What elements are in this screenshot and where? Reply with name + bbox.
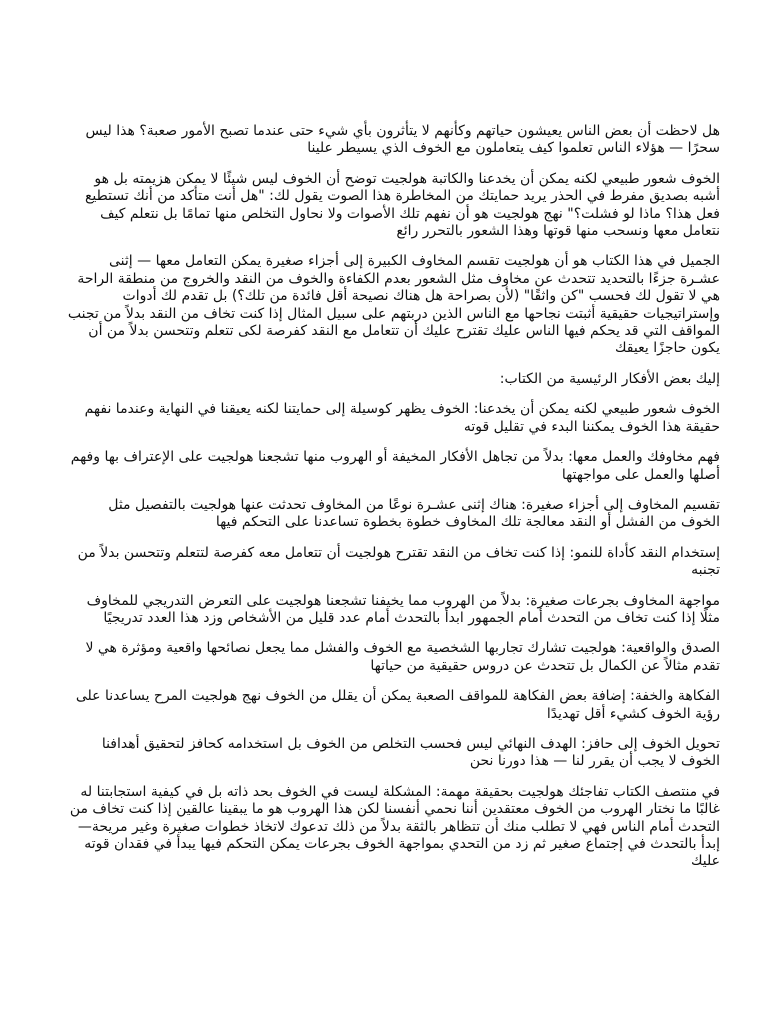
key-ideas-heading: إليك بعض الأفكار الرئيسية من الكتاب: bbox=[499, 370, 720, 387]
closing-paragraph: في منتصف الكتاب تفاجئك هولجيت بحقيقة مهمة: المشكلة ليست في الخوف بحد ذاته بل في كيفية استجابتنا له غالبًا ما نختار الهروب من الخوف معتقدين أننا نحمي أنفسنا لكن هذا الهروب هو ما يبقينا عالقين إذا كنت تخاف من التحدث أمام الناس فهي لا تطلب منك أن تتظاهر بالثقة بدلاً من ذلك تدعوك لاتخاذ خطوات صغيرة وغير مريحة—إبدأ بالتحدث في إجتماع صغير ثم زد من التحدي بمواجهة الخوف بجرعات يمكن التحكم فيها يبدأ في فقدان قوته عليك bbox=[69, 783, 720, 870]
book-approach-paragraph: الجميل في هذا الكتاب هو أن هولجيت تقسم المخاوف الكبيرة إلى أجزاء صغيرة يمكن التعامل معها — إثنى عشـرة جزءًا بالتحديد تتحدث عن مخاوف مثل الشعور بعدم الكفاءة والخوف من النقد والخروج من منطقة الراحة هي لا تقول لك فحسب "كن واثقًا" (لأن بصراحة هل هناك نصيحة أقل فائدة من تلك؟) بل تقدم لك أدوات وإستراتيجيات حقيقية أثبتت نجاحها مع الناس الذين دربتهم على سبيل المثال إذا كنت تخاف من النقد بدلاً من تجنب المواقف التي قد يحكم فيها الناس عليك تقترح عليك أن تتعامل مع النقد كفرصة لكى تتعلم وتتحسن بدلاً من أن يكون حاجزًا يعيقك bbox=[67, 253, 720, 357]
document-body bbox=[66, 123, 720, 884]
key-idea-paragraph: الفكاهة والخفة: إضافة بعض الفكاهة للمواقف الصعبة يمكن أن يقلل من الخوف نهج هولجيت المرح يساعدنا على رؤية الخوف كشيء أقل تهديدًا bbox=[75, 688, 720, 722]
key-idea-paragraph: تحويل الخوف إلى حافز: الهدف النهائي ليس فحسب التخلص من الخوف بل استخدامه كحافز لتحقيق أهدافنا الخوف لا يجب أن يقرر لنا — هذا دورنا نحن bbox=[101, 735, 720, 770]
key-idea-paragraph: إستخدام النقد كأداة للنمو: إذا كنت تخاف من النقد تقترح هولجيت أن تتعامل معه كفرصة لتتعلم وتتحسن بدلاً من تجنبه bbox=[77, 544, 720, 579]
key-idea-paragraph: الخوف شعور طبيعي لكنه يمكن أن يخدعنا: الخوف يظهر كوسيلة إلى حمايتنا لكنه يعيقنا في النهاية وعندما نفهم حقيقة هذا الخوف يمكننا البدء في تقليل قوته bbox=[84, 401, 720, 435]
key-idea-paragraph: تقسيم المخاوف إلى أجزاء صغيرة: هناك إثنى عشـرة نوعًا من المخاوف تحدثت عنها هولجيت بالتفصيل مثل الخوف من الفشل أو النقد معالجة تلك المخاوف خطوة بخطوة تساعدنا على التحكم فيها bbox=[108, 496, 720, 531]
key-idea-paragraph: الصدق والواقعية: هولجيت تشارك تجاربها الشخصية مع الخوف والفشل مما يجعل نصائحها واقعية ومؤثرة هي لا تقدم مثالاً عن الكمال بل تتحدث عن دروس حقيقية من حياتها bbox=[85, 640, 720, 674]
intro-paragraph: هل لاحظت أن بعض الناس يعيشون حياتهم وكأنهم لا يتأثرون بأي شيء حتى عندما تصبح الأمور صعبة؟ هذا ليس سحرًا — هؤلاء الناس تعلموا كيف يتعاملون مع الخوف الذي يسيطر علينا bbox=[85, 123, 720, 157]
key-idea-paragraph: مواجهة المخاوف بجرعات صغيرة: بدلاً من الهروب مما يخيفنا تشجعنا هولجيت على التعرض التدريجي للمخاوف مثلًا إذا كنت تخاف من التحدث أمام الجمهور ابدأ بالتحدث أمام عدد قليل من الأشخاص وزد هذا العدد تدريجيًا bbox=[86, 592, 720, 626]
fear-nature-paragraph: الخوف شعور طبيعي لكنه يمكن أن يخدعنا والكاتبة هولجيت توضح أن الخوف ليس شيئًا لا يمكن هزيمته بل هو أشبه بصديق مفرط في الحذر يريد حمايتك من المخاطرة هذا الصوت يقول لك: "هل أنت متأكد من أنك تستطيع فعل هذا؟ ماذا لو فشلت؟" نهج هولجيت هو أن نفهم تلك الأصوات ولا نحاول التخلص منها تمامًا بل نتعلم كيف نتعامل معها ونسحب منها قوتها وهذا الشعور بالتحرر رائع bbox=[84, 170, 720, 240]
key-idea-paragraph: فهم مخاوفك والعمل معها: بدلاً من تجاهل الأفكار المخيفة أو الهروب منها تشجعنا هولجيت على الإعتراف بها وفهم أصلها والعمل على مواجهتها bbox=[70, 449, 720, 483]
